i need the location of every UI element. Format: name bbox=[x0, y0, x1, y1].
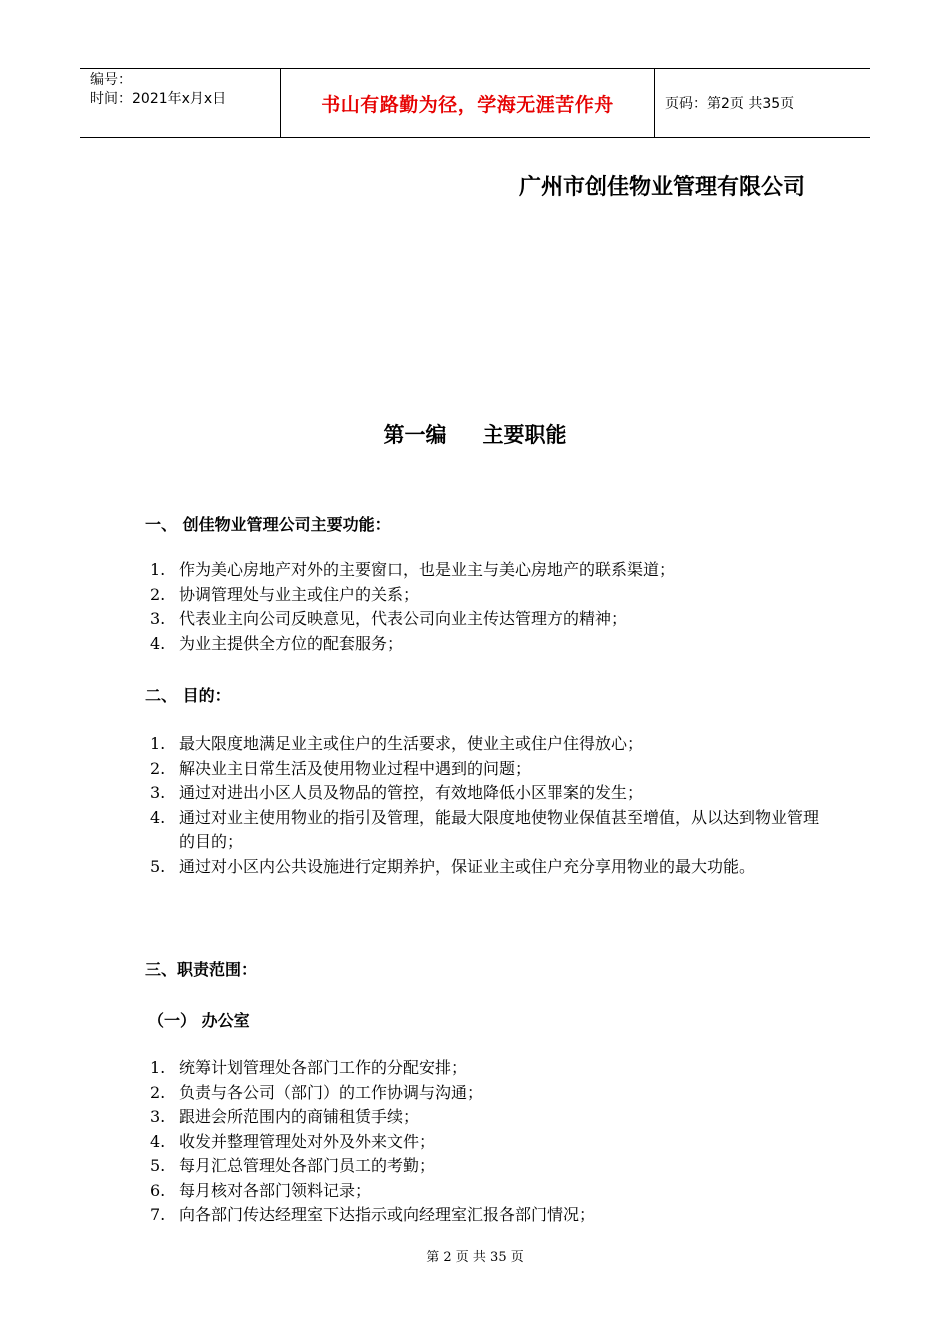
list-item: 3. 跟进会所范围内的商铺租赁手续； bbox=[150, 1107, 420, 1126]
header-page-info bbox=[655, 69, 870, 137]
section-1-list bbox=[150, 558, 820, 656]
page-info: 页码：第2页 共35页 bbox=[665, 96, 795, 112]
list-item: 1. 统筹计划管理处各部门工作的分配安排； bbox=[150, 1058, 468, 1077]
list-item: 5. 每月汇总管理处各部门员工的考勤； bbox=[150, 1156, 436, 1175]
section-2-list bbox=[150, 732, 820, 879]
number-label: 编号： bbox=[90, 72, 132, 88]
list-item: 4. 收发并整理管理处对外及外来文件； bbox=[150, 1131, 436, 1151]
company-name: 广州市创佳物业管理有限公司 bbox=[518, 175, 805, 200]
motto: 书山有路勤为径，学海无涯苦作舟 bbox=[321, 93, 614, 116]
list-item: 1. 作为美心房地产对外的主要窗口，也是业主与美心房地产的联系渠道； bbox=[150, 560, 676, 579]
part-title bbox=[0, 419, 950, 449]
subsection-heading-office: （一） 办公室 bbox=[148, 1011, 250, 1030]
section-heading-2: 二、 目的： bbox=[145, 686, 231, 705]
section-heading-1: 一、 创佳物业管理公司主要功能： bbox=[145, 515, 391, 534]
section-heading-3: 三、职责范围： bbox=[145, 960, 258, 979]
section-3-list bbox=[150, 1056, 820, 1228]
part-number: 第一编 bbox=[383, 423, 447, 447]
list-item: 2. 协调管理处与业主或住户的关系； bbox=[150, 584, 420, 604]
list-item: 4. 为业主提供全方位的配套服务； bbox=[150, 633, 404, 653]
part-name: 主要职能 bbox=[482, 423, 567, 447]
list-item: 3. 通过对进出小区人员及物品的管控，有效地降低小区罪案的发生； bbox=[150, 783, 644, 802]
header-motto-cell bbox=[281, 69, 655, 137]
list-item: 4. 通过对业主使用物业的指引及管理，能最大限度地使物业保值甚至增值，从以达到物业管理的目的； bbox=[150, 807, 820, 851]
list-item: 7. 向各部门传达经理室下达指示或向经理室汇报各部门情况； bbox=[150, 1205, 596, 1224]
list-item: 3. 代表业主向公司反映意见，代表公司向业主传达管理方的精神； bbox=[150, 609, 628, 628]
header-meta bbox=[80, 69, 281, 137]
date-label: 时间：2021年x月x日 bbox=[90, 91, 227, 107]
header-table bbox=[80, 68, 870, 138]
page-footer: 第 2 页 共 35 页 bbox=[426, 1250, 524, 1265]
list-item: 6. 每月核对各部门领料记录； bbox=[150, 1180, 372, 1200]
list-item: 1. 最大限度地满足业主或住户的生活要求，使业主或住户住得放心； bbox=[150, 734, 644, 753]
list-item: 2. 解决业主日常生活及使用物业过程中遇到的问题； bbox=[150, 758, 532, 778]
list-item: 2. 负责与各公司（部门）的工作协调与沟通； bbox=[150, 1082, 484, 1102]
list-item: 5. 通过对小区内公共设施进行定期养护，保证业主或住户充分享用物业的最大功能。 bbox=[150, 856, 756, 876]
